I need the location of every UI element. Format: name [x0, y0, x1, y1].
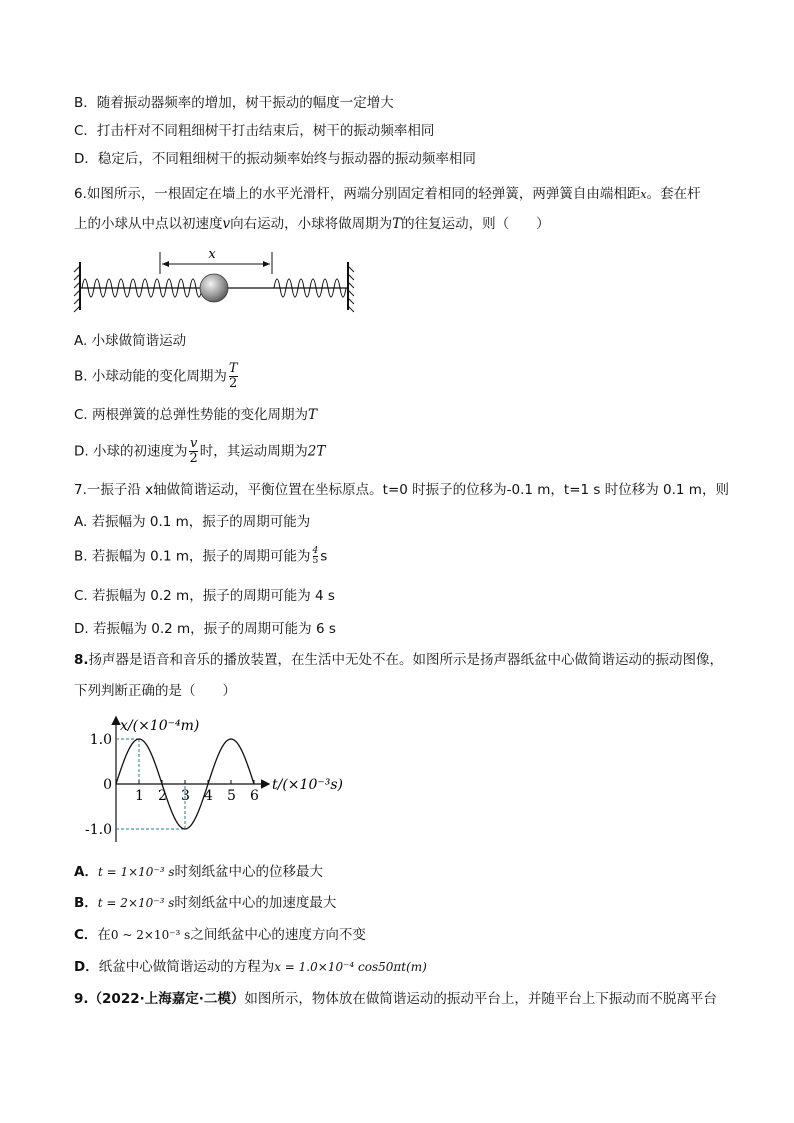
q8-vibration-graph	[78, 712, 358, 852]
chart-x-tick-label-4: 4	[204, 788, 213, 804]
q6-option-c: C. 两根弹簧的总弹性势能的变化周期为T	[74, 407, 318, 423]
chart-y-label: x/(×10⁻⁴m)	[120, 718, 200, 734]
q7-option-d: D. 若振幅为 0.2 m，振子的周期可能为 6 s	[74, 621, 336, 637]
q6-d-fraction: $\frac{v}{2}$	[189, 436, 198, 466]
q6-stem-line1: 6.如图所示，一根固定在墙上的水平光滑杆，两端分别固定着相同的轻弹簧，两弹簧自由端相距x。套在杆	[74, 186, 701, 202]
q6-spring-rod-figure	[72, 246, 354, 312]
q6-figure-x-label: x	[208, 247, 216, 262]
chart-x-tick-label-3: 3	[181, 788, 190, 804]
q7-option-c: C. 若振幅为 0.2 m，振子的周期可能为 4 s	[74, 588, 335, 604]
q8-option-d: D．纸盆中心做简谐运动的方程为x = 1.0×10⁻⁴ cos50πt(m)	[74, 959, 427, 975]
chart-x-tick-label-2: 2	[158, 788, 167, 804]
chart-x-label: t/(×10⁻³s)	[272, 777, 343, 793]
chart-x-tick-label-5: 5	[227, 788, 236, 804]
q9-stem: 9.（2022·上海嘉定·二模）如图所示，物体放在做简谐运动的振动平台上，并随平台上下振动而不脱离平台	[74, 991, 717, 1007]
q7-stem: 7.一振子沿 x轴做简谐运动，平衡位置在坐标原点。t=0 时振子的位移为-0.1 m，t=1 s 时位移为 0.1 m，则	[74, 482, 729, 498]
q8-option-b: B．t = 2×10⁻³ s时刻纸盆中心的加速度最大	[74, 895, 337, 911]
q6-option-b: B. 小球动能的变化周期为 $\frac{T}{2}$	[74, 361, 238, 391]
q6-ball	[200, 274, 228, 302]
q5-option-b: B．随着振动器频率的增加，树干振动的幅度一定增大	[74, 95, 394, 111]
q6-option-a: A. 小球做简谐运动	[74, 333, 187, 349]
chart-y-tick-label-1: 0	[103, 777, 112, 793]
chart-x-tick-label-1: 1	[135, 788, 144, 804]
chart-x-tick-label-6: 6	[250, 788, 259, 804]
q6-option-d: D. 小球的初速度为 $\frac{v}{2}$ 时，其运动周期为2T	[74, 436, 326, 466]
chart-y-tick-label-0: 1.0	[89, 732, 112, 748]
q6-b-fraction: $\frac{T}{2}$	[228, 361, 238, 391]
q6-stem-line2: 上的小球从中点以初速度v向右运动，小球将做周期为T的往复运动，则（ ）	[74, 216, 550, 232]
q7-b-fraction: $\frac{4}{5}$	[312, 546, 319, 566]
q5-option-d: D．稳定后，不同粗细树干的振动频率始终与振动器的振动频率相同	[74, 151, 476, 167]
q7-option-b: B. 若振幅为 0.1 m，振子的周期可能为 $\frac{4}{5}$ s	[74, 546, 328, 566]
q7-option-a: A. 若振幅为 0.1 m，振子的周期可能为	[74, 514, 311, 530]
q5-option-c: C．打击杆对不同粗细树干打击结束后，树干的振动频率相同	[74, 123, 435, 139]
chart-y-tick-label-2: -1.0	[85, 822, 112, 838]
q8-option-a: A．t = 1×10⁻³ s时刻纸盆中心的位移最大	[74, 864, 324, 880]
q8-option-c: C．在0 ~ 2×10⁻³ s之间纸盆中心的速度方向不变	[74, 927, 366, 943]
q8-stem-line2: 下列判断正确的是（ ）	[74, 683, 236, 699]
q8-stem-line1: 8.扬声器是语音和音乐的播放装置，在生活中无处不在。如图所示是扬声器纸盆中心做简谐运动的振动图像，	[74, 652, 724, 668]
